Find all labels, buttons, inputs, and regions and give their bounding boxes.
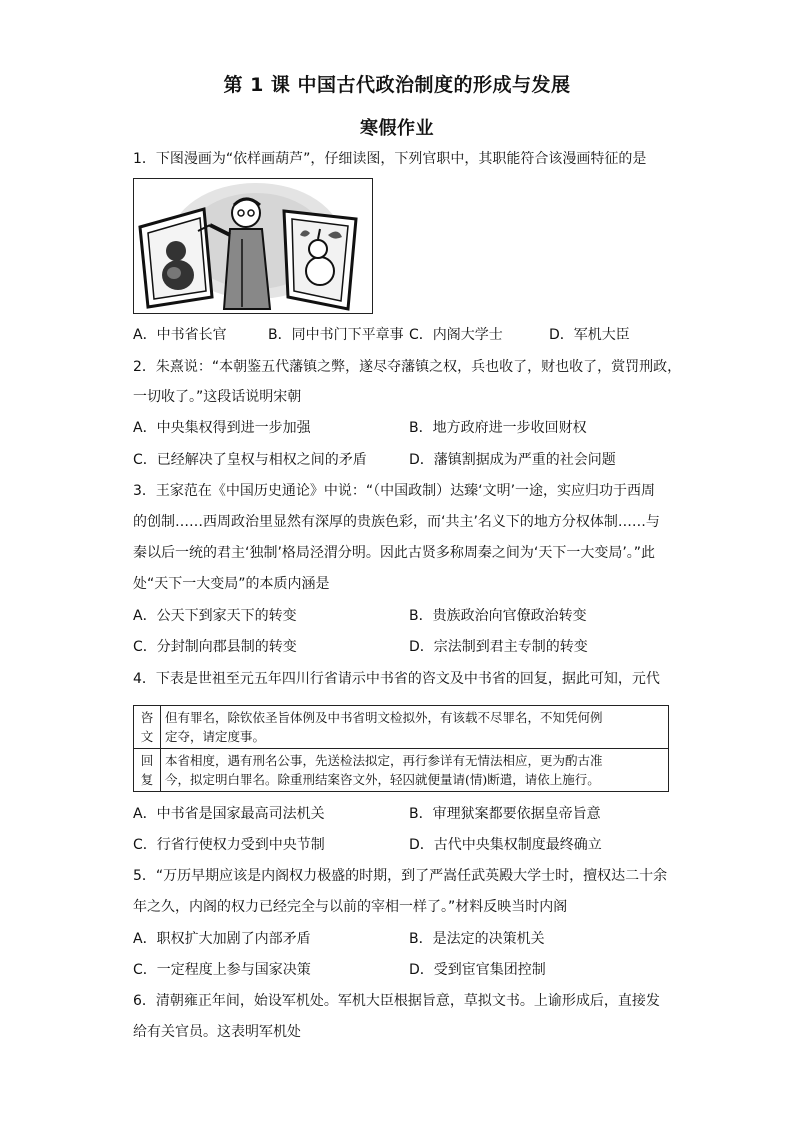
question-1-stem: 1．下图漫画为“依样画葫芦”，仔细读图，下列官职中，其职能符合该漫画特征的是 <box>133 151 647 167</box>
page-title: 第 1 课 中国古代政治制度的形成与发展 <box>223 74 571 96</box>
question-4-stem: 4．下表是世祖至元五年四川行省请示中书省的咨文及中书省的回复，据此可知，元代 <box>133 671 660 687</box>
page-subtitle: 寒假作业 <box>360 118 434 139</box>
table-label-reply: 回 复 <box>134 749 161 792</box>
question-6-stem-line-1: 6．清朝雍正年间，始设军机处。军机大臣根据旨意，草拟文书。上谕形成后，直接发 <box>133 993 660 1009</box>
q3-option-d: D．宗法制到君主专制的转变 <box>409 639 588 655</box>
question-6-stem-line-2: 给有关官员。这表明军机处 <box>133 1024 301 1040</box>
q2-option-d: D．藩镇割据成为严重的社会问题 <box>409 452 616 468</box>
q4-source-table <box>133 705 669 792</box>
q1-option-c: C．内阁大学士 <box>409 327 503 343</box>
calabash-cartoon-image <box>133 178 373 314</box>
q1-option-a: A．中书省长官 <box>133 327 227 343</box>
q1-option-d: D．军机大臣 <box>549 327 630 343</box>
q5-option-a: A．职权扩大加剧了内部矛盾 <box>133 931 311 947</box>
question-2-stem-line-2: 一切收了。”这段话说明宋朝 <box>133 389 302 405</box>
table-cell-reply-text: 本省相度，遇有刑名公事，先送检法拟定，再行参详有无情法相应，更为酌古准 今，拟定明白罪名。除重刑结案咨文外，轻囚就便量请(情)断遣，请依上施行。 <box>161 749 669 792</box>
table-row-reply <box>134 749 669 792</box>
question-5-stem-line-2: 年之久，内阁的权力已经完全与以前的宰相一样了。”材料反映当时内阁 <box>133 899 568 915</box>
table-label-request: 咨 文 <box>134 706 161 749</box>
q4-option-b: B．审理狱案都要依据皇帝旨意 <box>409 806 601 822</box>
q3-option-b: B．贵族政治向官僚政治转变 <box>409 608 587 624</box>
question-2-stem-line-1: 2．朱熹说：“本朝鉴五代藩镇之弊，遂尽夺藩镇之权，兵也收了，财也收了，赏罚刑政， <box>133 359 682 375</box>
question-5-stem-line-1: 5．“万历早期应该是内阁权力极盛的时期，到了严嵩任武英殿大学士时，擅权达二十余 <box>133 868 668 884</box>
table-row-request <box>134 706 669 749</box>
q4-option-c: C．行省行使权力受到中央节制 <box>133 837 325 853</box>
q5-option-c: C．一定程度上参与国家决策 <box>133 962 311 978</box>
q2-option-a: A．中央集权得到进一步加强 <box>133 420 311 436</box>
question-3-stem-line-4: 处“天下一大变局”的本质内涵是 <box>133 576 330 592</box>
q5-option-b: B．是法定的决策机关 <box>409 931 545 947</box>
question-3-stem-line-3: 秦以后一统的君主‘独制’格局泾渭分明。因此古贤多称周秦之间为‘天下一大变局’。”此 <box>133 545 656 561</box>
q2-option-b: B．地方政府进一步收回财权 <box>409 420 587 436</box>
question-3-stem-line-1: 3．王家范在《中国历史通论》中说：“（中国政制）达臻‘文明’一途，实应归功于西周 <box>133 483 656 499</box>
q3-option-c: C．分封制向郡县制的转变 <box>133 639 297 655</box>
q3-option-a: A．公天下到家天下的转变 <box>133 608 297 624</box>
q4-option-d: D．古代中央集权制度最终确立 <box>409 837 602 853</box>
q4-option-a: A．中书省是国家最高司法机关 <box>133 806 325 822</box>
q5-option-d: D．受到宦官集团控制 <box>409 962 546 978</box>
question-3-stem-line-2: 的创制……西周政治里显然有深厚的贵族色彩，而‘共主’名义下的地方分权体制……与 <box>133 514 660 530</box>
q2-option-c: C．已经解决了皇权与相权之间的矛盾 <box>133 452 367 468</box>
q1-option-b: B．同中书门下平章事 <box>268 327 404 343</box>
table-cell-request-text: 但有罪名，除钦依圣旨体例及中书省明文检拟外，有该载不尽罪名，不知凭何例 定夺，请定度事。 <box>161 706 669 749</box>
